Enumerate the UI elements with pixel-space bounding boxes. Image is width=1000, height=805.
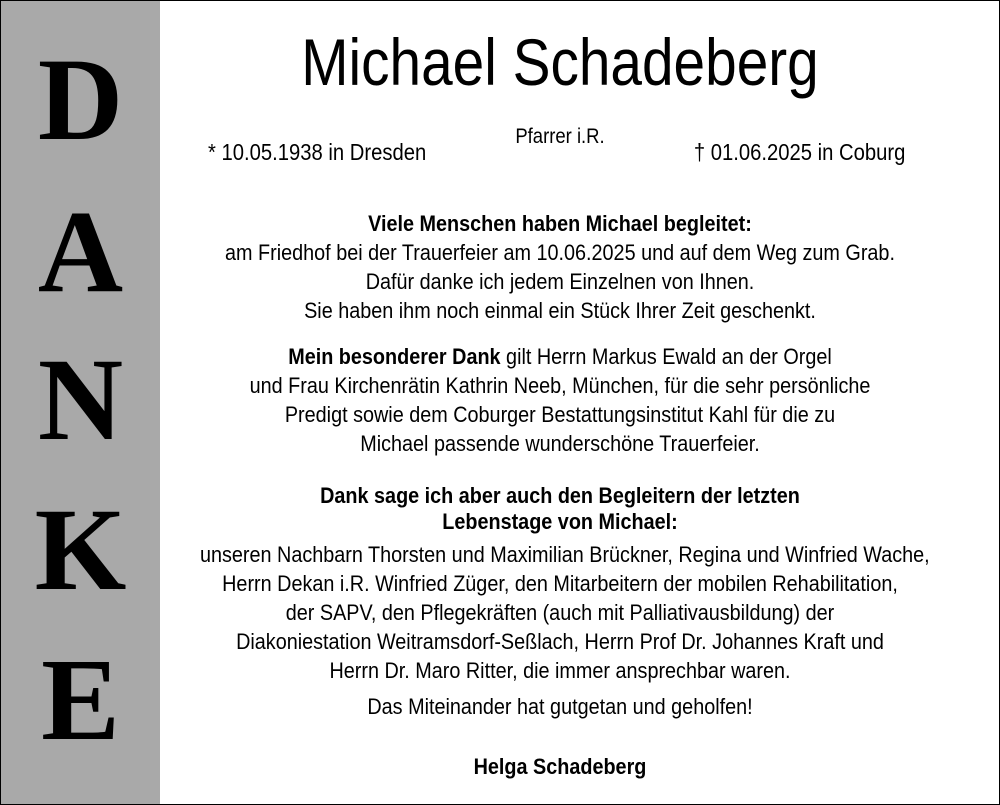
sidebar-letter-k: K — [34, 484, 127, 615]
text-line — [200, 342, 920, 371]
deceased-name: Michael Schadeberg — [301, 25, 819, 99]
section-heading: Viele Menschen haben Michael begleitet: — [368, 211, 752, 236]
section-heading: Dank sage ich aber auch den Begleitern der letzten — [320, 483, 800, 508]
text-line: Predigt sowie dem Coburger Bestattungsinstitut Kahl für die zu — [284, 402, 836, 427]
birth-info: * 10.05.1938 in Dresden — [208, 139, 427, 165]
sidebar-letter-e: E — [41, 634, 120, 765]
section-heading: Lebenstage von Michael: — [442, 509, 678, 534]
notice-content — [160, 0, 960, 805]
text-fragment: gilt Herrn Markus Ewald an der Orgel — [500, 344, 832, 369]
text-line: Dafür danke ich jedem Einzelnen von Ihnen. — [365, 269, 755, 294]
sidebar-letter-n: N — [37, 334, 124, 465]
danke-sidebar — [1, 1, 160, 804]
text-line: Herrn Dr. Maro Ritter, die immer ansprechbar waren. — [329, 658, 791, 683]
bold-lead: Mein besonderer Dank — [288, 344, 501, 369]
signature: Helga Schadeberg — [473, 754, 647, 779]
section-heading-block — [200, 483, 920, 535]
closing-line: Das Miteinander hat gutgetan und geholfen! — [367, 694, 753, 719]
text-line: und Frau Kirchenrätin Kathrin Neeb, München, für die sehr persönliche — [249, 373, 871, 398]
section-special-thanks — [200, 342, 920, 458]
text-line: der SAPV, den Pflegekräften (auch mit Palliativausbildung) der — [285, 600, 835, 625]
text-line: Herrn Dekan i.R. Winfried Züger, den Mitarbeitern der mobilen Rehabilitation, — [222, 571, 898, 596]
text-line: Sie haben ihm noch einmal ein Stück Ihrer Zeit geschenkt. — [304, 298, 816, 323]
sidebar-letter-d: D — [37, 34, 124, 165]
sidebar-letter-a: A — [37, 186, 124, 317]
text-line: Michael passende wunderschöne Trauerfeier. — [360, 431, 760, 456]
section-caregivers — [200, 540, 930, 685]
text-line: unseren Nachbarn Thorsten und Maximilian Brückner, Regina und Winfried Wache, — [200, 542, 930, 567]
text-line: am Friedhof bei der Trauerfeier am 10.06.2025 und auf dem Weg zum Grab. — [225, 240, 895, 265]
deceased-title: Pfarrer i.R. — [515, 125, 605, 148]
text-line: Diakoniestation Weitramsdorf-Seßlach, Herrn Prof Dr. Johannes Kraft und — [236, 629, 884, 654]
death-info: † 01.06.2025 in Coburg — [693, 139, 905, 165]
section-companions — [200, 209, 920, 325]
